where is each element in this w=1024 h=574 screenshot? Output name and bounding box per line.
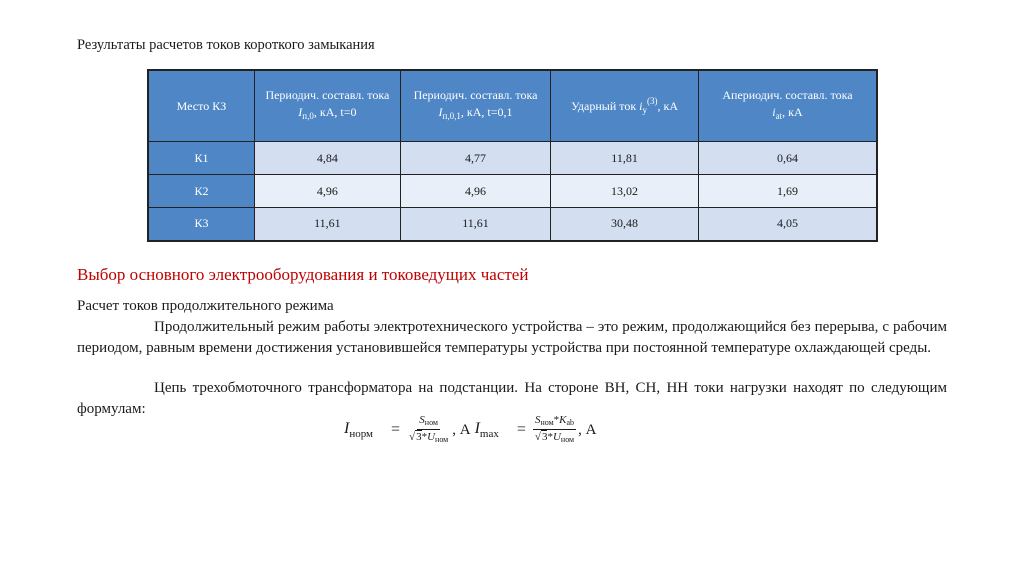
header-periodic-current-t0: Периодич. составл. тока $I_{п,0}$, кА, t=0: [254, 70, 400, 142]
cell-iat: 0,64: [698, 142, 877, 175]
equipment-selection-heading: Выбор основного электрооборудования и токоведущих частей: [77, 265, 529, 284]
cell-ip01: 4,77: [400, 142, 550, 175]
load-current-formula: $I_{норм}$ = $\frac{\text{Sном}}{\text{√3*Uном}}$ , А $I_{max}$ = $\frac{\text{Sном*Kab}}{\text{√3*Uном}}$ , А: [344, 414, 597, 444]
row-place: К3: [148, 208, 254, 241]
cell-iat: 4,05: [698, 208, 877, 241]
cell-iy: 30,48: [551, 208, 699, 241]
cell-iy: 13,02: [551, 175, 699, 208]
formula-unit-2: , А: [578, 421, 597, 438]
cell-ip0: 4,96: [254, 175, 400, 208]
header-aperiodic-current: Апериодич. составл. тока $i_{at}$, кА: [698, 70, 877, 142]
cell-ip01: 11,61: [400, 208, 550, 241]
table-header-row: [148, 70, 877, 142]
section-title: Результаты расчетов токов короткого замыкания: [77, 37, 375, 53]
table-row: [148, 142, 877, 175]
header-place: Место КЗ: [148, 70, 254, 142]
formula-fraction-2: $\frac{\text{Sном*Kab}}{\text{√3*Uном}}$: [534, 414, 575, 444]
formula-imax: $I_{max}$: [474, 420, 499, 440]
cell-iy: 11,81: [551, 142, 699, 175]
continuous-mode-subheading: Расчет токов продолжительного режима: [77, 298, 334, 314]
cell-ip0: 4,84: [254, 142, 400, 175]
table-row: [148, 208, 877, 241]
paragraph-continuous-mode-definition: Продолжительный режим работы электротехнического устройства – это режим, продолжающийся без перерыва, с рабочим периодом, равным времени достижения установившейся температуры устройства при постоянной температуре охлаждающей среды.: [77, 319, 947, 356]
cell-ip01: 4,96: [400, 175, 550, 208]
cell-ip0: 11,61: [254, 208, 400, 241]
formula-unit-1: , А: [452, 421, 471, 438]
header-periodic-current-t01: Периодич. составл. тока $I_{п,0,1}$, кА, t=0,1: [400, 70, 550, 142]
table-row: [148, 175, 877, 208]
formula-fraction-1: $\frac{\text{Sном}}{\text{√3*Uном}}$: [409, 414, 449, 444]
paragraph-transformer-circuit: Цепь трехобмоточного трансформатора на подстанции. На стороне ВН, СН, НН токи нагрузки находят по следующим формулам:: [77, 380, 947, 417]
cell-iat: 1,69: [698, 175, 877, 208]
header-shock-current: Ударный ток $i_у^{(3)}$, кА: [551, 70, 699, 142]
row-place: К1: [148, 142, 254, 175]
row-place: К2: [148, 175, 254, 208]
formula-inorm: $I_{норм}$: [344, 420, 374, 440]
short-circuit-results-table: [147, 69, 878, 242]
